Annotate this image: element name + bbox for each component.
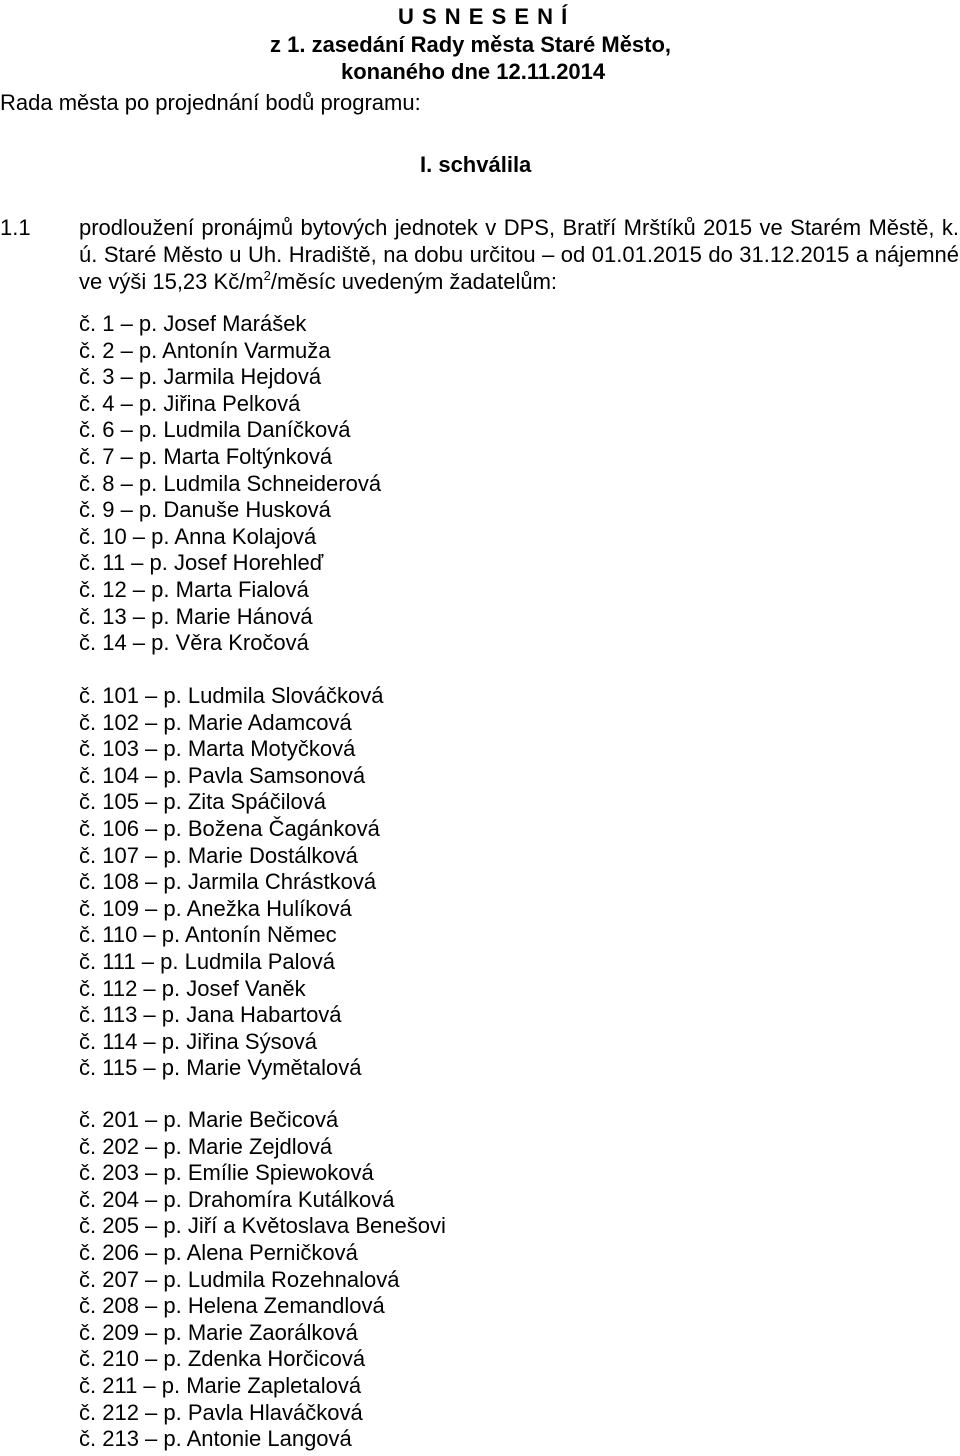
tenant-list-item: č. 104 – p. Pavla Samsonová: [79, 762, 366, 788]
tenant-list-item: č. 112 – p. Josef Vaněk: [79, 975, 306, 1001]
tenant-list-item: č. 106 – p. Božena Čagánková: [79, 815, 380, 841]
tenant-list-group-2: [79, 683, 384, 1082]
tenant-list-item: č. 12 – p. Marta Fialová: [79, 576, 309, 602]
tenant-list-item: č. 8 – p. Ludmila Schneiderová: [79, 470, 382, 496]
intro-text: Rada města po projednání bodů programu:: [0, 90, 421, 115]
tenant-list-item: č. 11 – p. Josef Horehleď: [79, 550, 324, 576]
tenant-list-item: č. 103 – p. Marta Motyčková: [79, 736, 356, 762]
tenant-list-item: č. 206 – p. Alena Perničková: [79, 1239, 358, 1265]
tenant-list-item: č. 201 – p. Marie Bečicová: [79, 1107, 339, 1132]
meeting-date: konaného dne 12.11.2014: [341, 59, 606, 84]
tenant-list-item: č. 107 – p. Marie Dostálková: [79, 842, 358, 868]
tenant-list-item: č. 115 – p. Marie Vymětalová: [79, 1055, 362, 1081]
tenant-list-item: č. 9 – p. Danuše Husková: [79, 497, 331, 523]
tenant-list-item: č. 3 – p. Jarmila Hejdová: [79, 364, 322, 390]
tenant-list-item: č. 10 – p. Anna Kolajová: [79, 523, 317, 549]
tenant-list-item: č. 207 – p. Ludmila Rozehnalová: [79, 1266, 400, 1292]
tenant-list-item: č. 2 – p. Antonín Varmuža: [79, 337, 331, 363]
tenant-list-item: č. 105 – p. Zita Spáčilová: [79, 789, 327, 815]
tenant-list-item: č. 212 – p. Pavla Hlaváčková: [79, 1399, 363, 1425]
tenant-list-item: č. 205 – p. Jiří a Květoslava Benešovi: [79, 1213, 446, 1239]
tenant-list-item: č. 209 – p. Marie Zaorálková: [79, 1319, 358, 1345]
tenant-list-item: č. 204 – p. Drahomíra Kutálková: [79, 1186, 395, 1212]
tenant-list-item: č. 4 – p. Jiřina Pelková: [79, 390, 301, 416]
tenant-list-item: č. 203 – p. Emílie Spiewoková: [79, 1160, 374, 1186]
tenant-list-item: č. 14 – p. Věra Kročová: [79, 630, 309, 656]
tenant-list-group-1: [79, 311, 381, 657]
tenant-list-item: č. 108 – p. Jarmila Chrástková: [79, 869, 377, 895]
tenant-list-item: č. 208 – p. Helena Zemandlová: [79, 1293, 385, 1319]
tenant-list-item: č. 6 – p. Ludmila Daníčková: [79, 417, 351, 443]
tenant-list-item: č. 110 – p. Antonín Němec: [79, 922, 337, 948]
tenant-list-item: č. 211 – p. Marie Zapletalová: [79, 1372, 362, 1398]
tenant-list-item: č. 114 – p. Jiřina Sýsová: [79, 1028, 318, 1054]
tenant-list-item: č. 109 – p. Anežka Hulíková: [79, 895, 352, 921]
item-text: [79, 214, 959, 295]
tenant-list-item: č. 1 – p. Josef Marášek: [79, 311, 307, 336]
tenant-list-item: č. 213 – p. Antonie Langová: [79, 1426, 352, 1452]
tenant-list-item: č. 13 – p. Marie Hánová: [79, 603, 313, 629]
item-text-main: prodloužení pronájmů bytových jednotek v DPS, Bratří Mrštíků 2015 ve Starém Městě, k. ú. Staré Město u Uh. Hradiště, na dobu určitou – od 01.01.2015 do 31.12.2015 a nájemné ve výši 15,23 Kč/m: [79, 215, 959, 294]
tenant-list-item: č. 111 – p. Ludmila Palová: [79, 948, 336, 974]
tenant-list-item: č. 7 – p. Marta Foltýnková: [79, 443, 333, 469]
tenant-list-item: č. 202 – p. Marie Zejdlová: [79, 1133, 333, 1159]
meeting-title: z 1. zasedání Rady města Staré Město,: [270, 32, 672, 57]
document-title: U S N E S E N Í: [398, 4, 569, 29]
tenant-list-item: č. 113 – p. Jana Habartová: [79, 1002, 342, 1028]
tenant-list-item: č. 102 – p. Marie Adamcová: [79, 709, 352, 735]
item-text-tail: /měsíc uvedeným žadatelům:: [270, 269, 558, 294]
tenant-list-group-3: [79, 1107, 446, 1453]
tenant-list-item: č. 210 – p. Zdenka Horčicová: [79, 1346, 366, 1372]
tenant-list-item: č. 101 – p. Ludmila Slováčková: [79, 683, 384, 708]
item-text-superscript: 2: [263, 267, 271, 283]
item-number: 1.1: [0, 215, 31, 240]
section-heading: I. schválila: [420, 152, 532, 177]
